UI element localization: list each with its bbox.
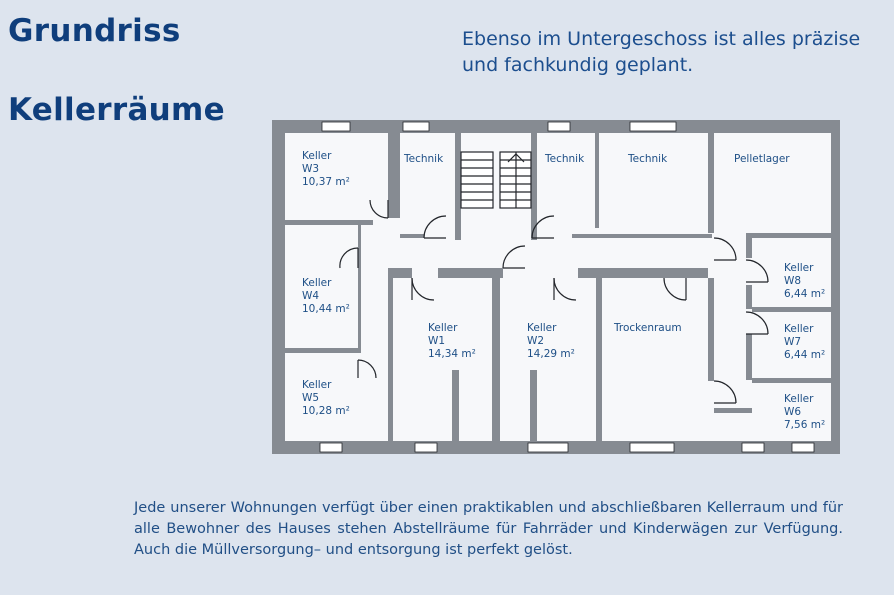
page-title: Grundriss <box>8 13 181 49</box>
room-w7-area: 6,44 m² <box>784 349 826 361</box>
room-w2-area: 14,29 m² <box>527 348 575 360</box>
room-w5-unit: W5 <box>302 392 320 404</box>
description-text: Jede unserer Wohnungen verfügt über einen praktikablen und abschließbaren Kellerraum und für alle Bewohner des Hauses stehen Abstellräume für Fahrräder und Kinderwägen zur Verfügung. Auch die Müllversorgung– und entsorgung ist perfekt gelöst. <box>134 500 843 558</box>
room-w1-unit: W1 <box>428 335 446 347</box>
floor-plan <box>272 120 840 454</box>
room-pelletlager: Pelletlager <box>734 153 790 165</box>
room-w6-area: 7,56 m² <box>784 419 826 431</box>
room-trockenraum: Trockenraum <box>614 322 682 334</box>
room-w4-unit: W4 <box>302 290 320 302</box>
room-w1-area: 14,34 m² <box>428 348 476 360</box>
room-technik-1: Technik <box>404 153 444 165</box>
room-w5-name: Keller <box>302 379 332 391</box>
room-technik-3: Technik <box>628 153 668 165</box>
room-w4-name: Keller <box>302 277 332 289</box>
room-w2-unit: W2 <box>527 335 545 347</box>
room-w6-unit: W6 <box>784 406 802 418</box>
room-w7-name: Keller <box>784 323 814 335</box>
room-w2-name: Keller <box>527 322 557 334</box>
room-technik-2: Technik <box>545 153 585 165</box>
intro-text: Ebenso im Untergeschoss ist alles präzise und fachkundig geplant. <box>462 28 861 76</box>
room-w3-unit: W3 <box>302 163 320 175</box>
room-w8-area: 6,44 m² <box>784 288 826 300</box>
section-title: Kellerräume <box>8 92 225 128</box>
room-w8-unit: W8 <box>784 275 802 287</box>
room-w8-name: Keller <box>784 262 814 274</box>
room-w1-name: Keller <box>428 322 458 334</box>
room-w6-name: Keller <box>784 393 814 405</box>
room-w7-unit: W7 <box>784 336 802 348</box>
room-w3-area: 10,37 m² <box>302 176 350 188</box>
room-w3-name: Keller <box>302 150 332 162</box>
room-w4-area: 10,44 m² <box>302 303 350 315</box>
room-w5-area: 10,28 m² <box>302 405 350 417</box>
